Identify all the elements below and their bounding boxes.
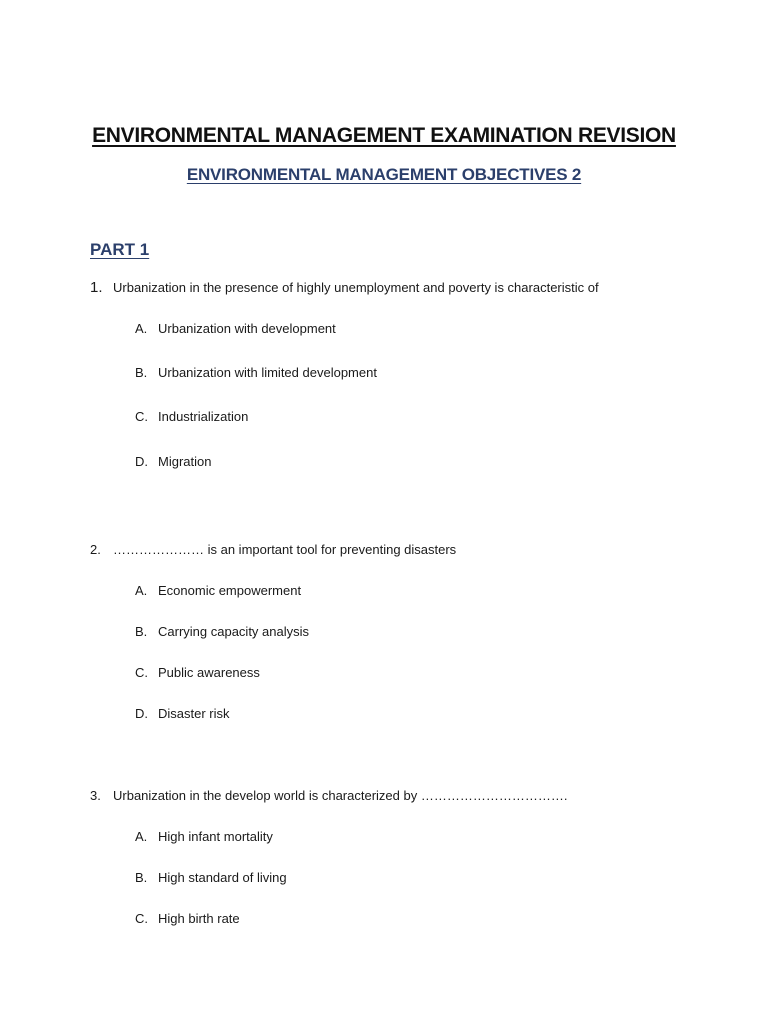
question-text: Urbanization in the presence of highly unemployment and poverty is characteristic of <box>113 280 599 295</box>
option-text: High birth rate <box>158 911 240 926</box>
option-text: Disaster risk <box>158 706 230 721</box>
question-2-option-c <box>135 665 260 680</box>
option-letter: C. <box>135 665 148 680</box>
option-letter: D. <box>135 454 148 469</box>
question-1-option-d <box>135 454 211 469</box>
option-letter: A. <box>135 583 148 598</box>
question-text: ………………… is an important tool for preventing disasters <box>113 542 457 557</box>
option-text: Urbanization with limited development <box>158 365 377 380</box>
part-heading: PART 1 <box>90 240 150 259</box>
question-2-option-b <box>135 624 309 639</box>
question-1-option-a <box>135 321 336 336</box>
option-text: Economic empowerment <box>158 583 302 598</box>
question-2-option-a <box>135 583 301 598</box>
option-text: High infant mortality <box>158 829 273 844</box>
option-letter: B. <box>135 870 148 885</box>
question-3-option-b <box>135 870 287 885</box>
document-title-text: ENVIRONMENTAL MANAGEMENT EXAMINATION REVISION <box>92 124 676 147</box>
document-subtitle-text: ENVIRONMENTAL MANAGEMENT OBJECTIVES 2 <box>186 165 582 184</box>
question-1-option-b <box>135 365 377 380</box>
question-1-option-c <box>135 409 248 424</box>
option-letter: B. <box>135 365 148 380</box>
option-letter: B. <box>135 624 148 639</box>
option-text: Urbanization with development <box>158 321 336 336</box>
option-letter: D. <box>135 706 148 721</box>
question-number: 3. <box>90 788 101 803</box>
question-1 <box>90 279 599 296</box>
option-letter: C. <box>135 911 148 926</box>
option-text: Migration <box>158 454 212 469</box>
option-text: High standard of living <box>158 870 287 885</box>
question-2-option-d <box>135 706 230 721</box>
option-letter: A. <box>135 321 148 336</box>
question-3 <box>90 788 567 803</box>
question-3-option-c <box>135 911 240 926</box>
option-letter: A. <box>135 829 148 844</box>
question-text: Urbanization in the develop world is characterized by ……………………………. <box>113 788 568 803</box>
option-text: Carrying capacity analysis <box>158 624 310 639</box>
question-number: 1. <box>90 279 103 296</box>
document-subtitle <box>0 165 768 185</box>
question-3-option-a <box>135 829 273 844</box>
option-text: Public awareness <box>158 665 260 680</box>
question-number: 2. <box>90 542 101 557</box>
option-text: Industrialization <box>158 409 249 424</box>
question-2 <box>90 542 456 557</box>
document-title <box>0 124 768 148</box>
option-letter: C. <box>135 409 148 424</box>
